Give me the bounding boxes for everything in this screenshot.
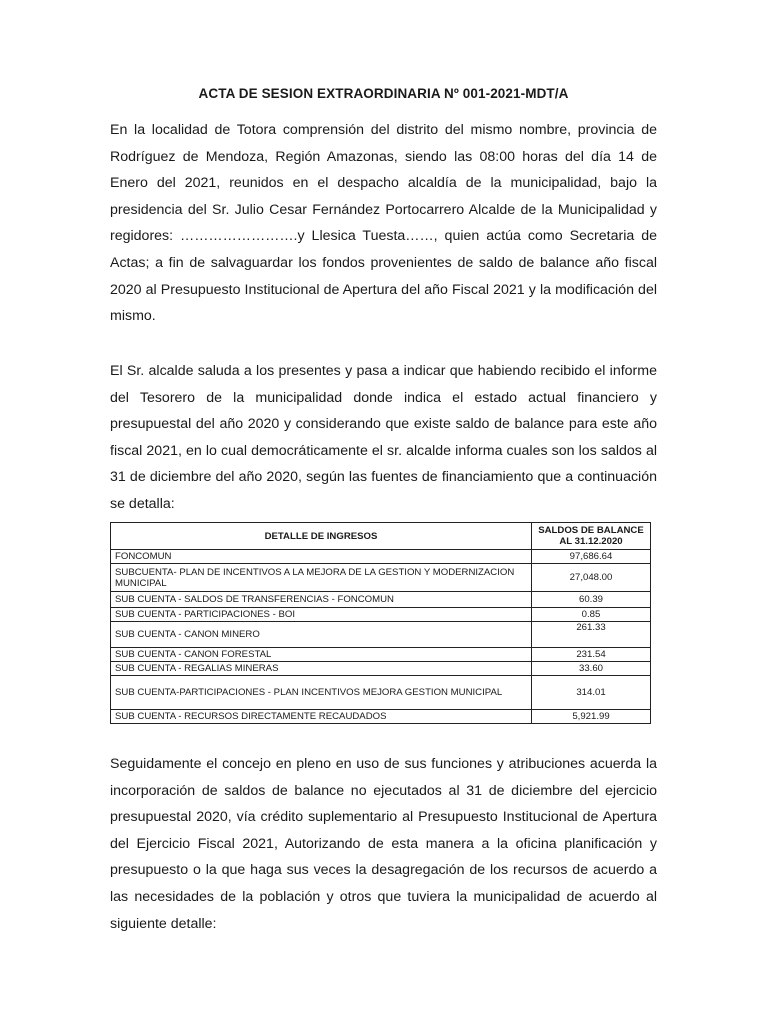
- table-row: [111, 550, 651, 564]
- table-row: [111, 592, 651, 608]
- row-value: 97,686.64: [532, 550, 651, 564]
- row-value: 231.54: [532, 648, 651, 662]
- paragraph-acuerdo: Seguidamente el concejo en pleno en uso de sus funciones y atribuciones acuerda la incorporación de saldos de balance no ejecutados al 31 de diciembre del ejercicio presupuestal 2020, vía crédito suplementario al Presupuesto Institucional de Apertura del Ejercicio Fiscal 2021, Autorizando de esta manera a la oficina planificación y presupuesto o la que haga sus veces la desagregación de los recursos de acuerdo a las necesidades de la población y otros que tuviera la municipalidad de acuerdo al siguiente detalle:: [110, 756, 657, 932]
- row-value: 261.33: [532, 622, 651, 648]
- header-saldos-line2: AL 31.12.2020: [559, 536, 623, 547]
- row-desc: SUB CUENTA-PARTICIPACIONES - PLAN INCENTIVOS MEJORA GESTION MUNICIPAL: [111, 676, 532, 710]
- ingresos-table: [110, 522, 651, 724]
- row-value: 5,921.99: [532, 710, 651, 724]
- row-desc: SUB CUENTA - RECURSOS DIRECTAMENTE RECAUDADOS: [111, 710, 532, 724]
- header-saldos: [532, 523, 651, 550]
- row-desc: SUB CUENTA - PARTICIPACIONES - BOI: [111, 608, 532, 622]
- table-row: [111, 662, 651, 676]
- row-desc: SUB CUENTA - SALDOS DE TRANSFERENCIAS - FONCOMUN: [111, 592, 532, 608]
- row-value: 314.01: [532, 676, 651, 710]
- table-row: [111, 622, 651, 648]
- row-value: 27,048.00: [532, 564, 651, 592]
- table-row: [111, 676, 651, 710]
- header-detalle: DETALLE DE INGRESOS: [111, 523, 532, 550]
- table-header-row: [111, 523, 651, 550]
- row-value: 60.39: [532, 592, 651, 608]
- paragraph-alcalde: El Sr. alcalde saluda a los presentes y pasa a indicar que habiendo recibido el informe del Tesorero de la municipalidad donde indica el estado actual financiero y presupuestal del año 2020 y considerando que existe saldo de balance para este año fiscal 2021, en lo cual democráticamente el sr. alcalde informa cuales son los saldos al 31 de diciembre del año 2020, según las fuentes de financiamiento que a continuación se detalla:: [110, 363, 657, 512]
- table-row: [111, 564, 651, 592]
- row-desc: SUBCUENTA- PLAN DE INCENTIVOS A LA MEJORA DE LA GESTION Y MODERNIZACION MUNICIPAL: [111, 564, 532, 592]
- header-saldos-line1: SALDOS DE BALANCE: [538, 525, 644, 536]
- document-title: ACTA DE SESION EXTRAORDINARIA Nº 001-2021-MDT/A: [198, 86, 569, 101]
- row-desc: FONCOMUN: [111, 550, 532, 564]
- table-row: [111, 710, 651, 724]
- row-value: 0.85: [532, 608, 651, 622]
- row-desc: SUB CUENTA - CANON MINERO: [111, 622, 532, 648]
- paragraph-intro: En la localidad de Totora comprensión del distrito del mismo nombre, provincia de Rodríguez de Mendoza, Región Amazonas, siendo las 08:00 horas del día 14 de Enero del 2021, reunidos en el despacho alcaldía de la municipalidad, bajo la presidencia del Sr. Julio Cesar Fernández Portocarrero Alcalde de la Municipalidad y regidores: …………………….y Llesica Tuesta……, quien actúa como Secretaria de Actas; a fin de salvaguardar los fondos provenientes de saldo de balance año fiscal 2020 al Presupuesto Institucional de Apertura del año Fiscal 2021 y la modificación del mismo.: [110, 122, 657, 325]
- row-value: 33.60: [532, 662, 651, 676]
- row-desc: SUB CUENTA - CANON FORESTAL: [111, 648, 532, 662]
- row-desc: SUB CUENTA - REGALIAS MINERAS: [111, 662, 532, 676]
- table-row: [111, 608, 651, 622]
- table-row: [111, 648, 651, 662]
